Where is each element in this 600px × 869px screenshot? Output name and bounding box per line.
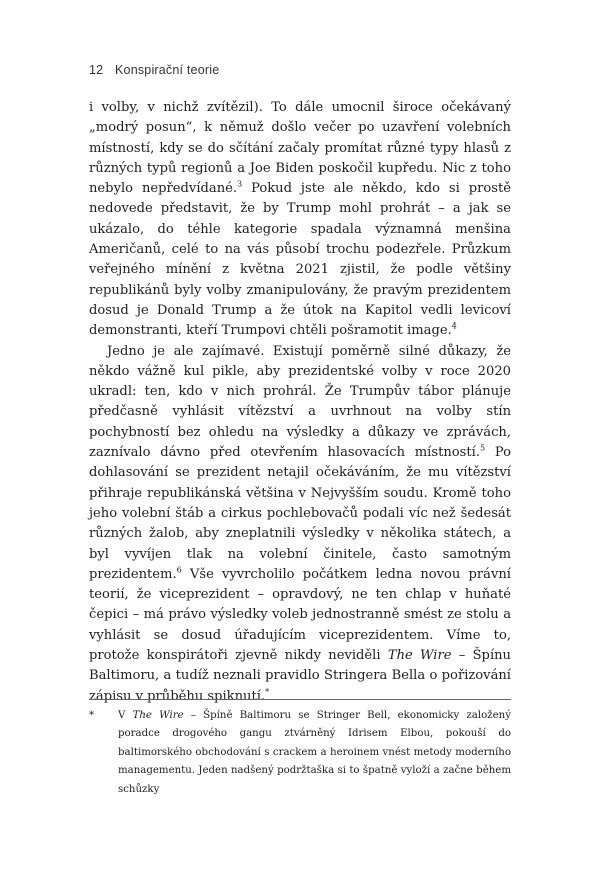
text-run: Vše vyvrcholilo počátkem ledna novou právní teorií, že viceprezident – opravdový, ne ten chlap v huňaté čepici – má právo výsledky voleb jednostranně smést ze stolu a vyhlásit se dosud úřadujícím viceprezidentem. Víme to, protože konspirátoři zjevně nikdy neviděli bbox=[89, 566, 511, 664]
paragraph bbox=[89, 342, 511, 707]
text-run: – Špíně Baltimoru se Stringer Bell, ekonomicky založený poradce drogového gangu ztvárněný Idrisem Elbou, pokouší do baltimorského obchodování s crackem a heroinem vnést metody moderního managementu. Jeden nadšený podržtaška si to špatně vyloží a začne během schůzky bbox=[118, 710, 511, 795]
footnote bbox=[89, 707, 511, 799]
footnote-separator bbox=[89, 699, 511, 700]
footnote-ref: 6 bbox=[176, 565, 182, 575]
text-run: Pokud jste ale někdo, kdo si prostě nedovede představit, že by Trump mohl prohrát – a jak se ukázalo, do téhle kategorie spadala významná menšina Američanů, celé to na vás působí trochu podezřele. Průzkum veřejného mínění z května 2021 zjistil, že podle většiny republikánů byly volby zmanipulovány, že pravým prezidentem dosud je Donald Trump a že útok na Kapitol vedli levicoví demonstranti, kteří Trumpovi chtěli pošramotit image. bbox=[89, 181, 512, 339]
paragraph bbox=[89, 98, 511, 342]
text-run: – Špínu Baltimoru, a tudíž neznali pravidlo Stringera Bella o pořizování zápisu v průběhu spiknutí. bbox=[89, 648, 511, 704]
footnote-ref: 4 bbox=[451, 321, 457, 331]
chapter-title: Konspirační teorie bbox=[115, 63, 220, 77]
page-number: 12 bbox=[89, 63, 104, 77]
footnote-ref: 3 bbox=[237, 179, 243, 189]
footnote-ref: * bbox=[265, 687, 270, 697]
footnote-marker: * bbox=[89, 710, 95, 721]
text-run: Po dohlasování se prezident netajil očekáváním, že mu vítězství přihraje republikánská většina v Nejvyšším soudu. Kromě toho jeho volební štáb a cirkus pochlebovačů podali víc než šedesát různých žalob, aby zneplatnili výsledky v několika státech, a byl vyvíjen tlak na volební činitele, často samotným prezidentem. bbox=[89, 445, 512, 582]
text-run: Jedno je ale zajímavé. Existují poměrně silné důkazy, že někdo vážně kul pikle, aby prezidentské volby v roce 2020 ukradl: ten, kdo v nich prohrál. Že Trumpův tábor plánuje předčasně vyhlásit vítězství a uvrhnout na volby stín pochybností bez ohledu na výsledky a důkazy ve zprávách, zaznívalo dávno před otevřením hlasovacích místností. bbox=[89, 343, 511, 461]
italic-title: The Wire bbox=[132, 710, 184, 721]
text-run: i volby, v nichž zvítězil). To dále umocnil široce očekávaný „modrý posun“, k němuž došlo večer po uzavření volebních místností, kdy se do sčítání začaly promítat různé typy hlasů z různých typů regionů a Joe Biden poskočil kupředu. Nic z toho nebylo nepředvídané. bbox=[89, 100, 511, 197]
footnote-ref: 5 bbox=[480, 443, 486, 453]
italic-title: The Wire bbox=[387, 648, 452, 664]
text-run: V bbox=[118, 710, 133, 721]
running-header bbox=[89, 63, 219, 77]
body-text bbox=[89, 98, 511, 707]
footnote-text bbox=[118, 707, 511, 799]
